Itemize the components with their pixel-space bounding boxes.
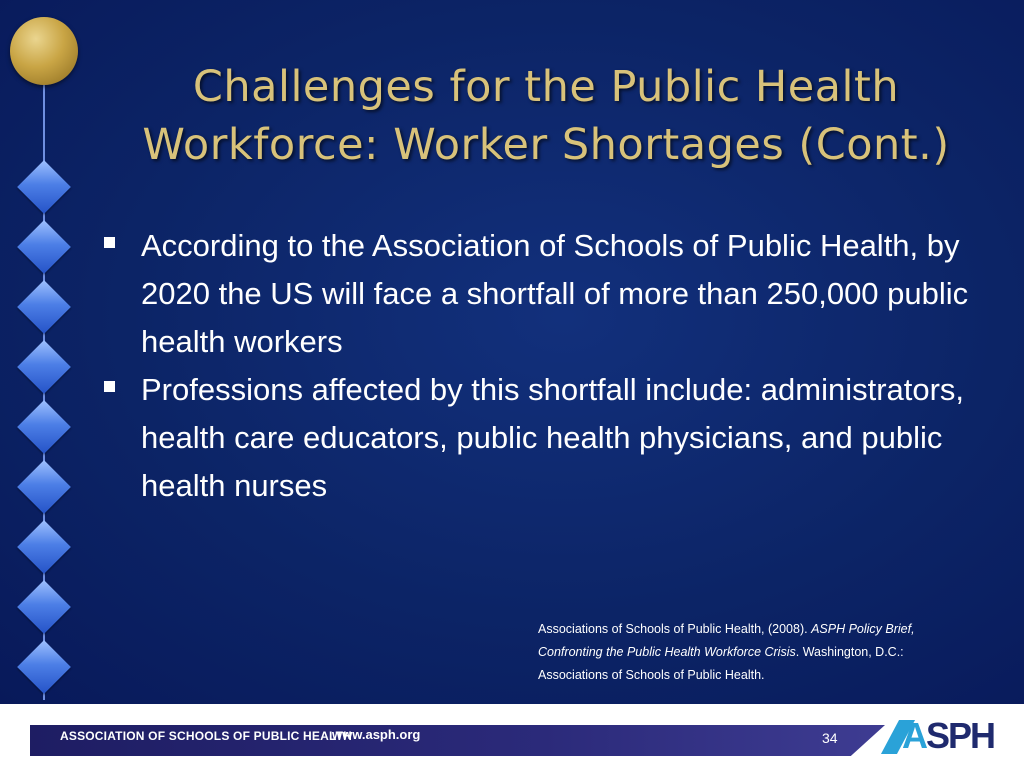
citation-title: ASPH Policy Brief, Confronting the Public Health Workforce Crisis bbox=[538, 622, 915, 659]
bullet-text: According to the Association of Schools of Public Health, by 2020 the US will face a shortfall of more than 250,000 public health workers bbox=[141, 228, 969, 359]
bullet-text: Professions affected by this shortfall include: administrators, health care educators, public health physicians, and public health nurses bbox=[141, 372, 965, 503]
citation-lead: Associations of Schools of Public Health, (2008). bbox=[538, 622, 812, 636]
bullet-item bbox=[100, 366, 980, 510]
blue-diamond-icon bbox=[17, 340, 71, 394]
blue-diamond-icon bbox=[17, 160, 71, 214]
blue-diamond-icon bbox=[17, 580, 71, 634]
blue-diamond-icon bbox=[17, 640, 71, 694]
citation-tail: . Washington, D.C.: Associations of Schools of Public Health. bbox=[538, 645, 904, 682]
asph-logo bbox=[890, 716, 1002, 756]
square-bullet-icon bbox=[104, 237, 115, 248]
logo-letters: SPH bbox=[926, 715, 995, 756]
footer-url-link[interactable]: www.asph.org bbox=[332, 727, 421, 742]
logo-text bbox=[902, 716, 994, 756]
blue-diamond-icon bbox=[17, 520, 71, 574]
citation bbox=[538, 618, 958, 687]
page-number: 34 bbox=[822, 730, 838, 746]
bullet-list bbox=[100, 222, 980, 510]
gold-orb-icon bbox=[10, 17, 78, 85]
logo-letter-a: A bbox=[902, 715, 926, 756]
blue-diamond-icon bbox=[17, 460, 71, 514]
footer-org-name: ASSOCIATION OF SCHOOLS OF PUBLIC HEALTH bbox=[60, 729, 353, 743]
square-bullet-icon bbox=[104, 381, 115, 392]
slide-title: Challenges for the Public Health Workforce: Worker Shortages (Cont.) bbox=[142, 62, 950, 170]
bullet-item bbox=[100, 222, 980, 366]
blue-diamond-icon bbox=[17, 220, 71, 274]
blue-diamond-icon bbox=[17, 280, 71, 334]
blue-diamond-icon bbox=[17, 400, 71, 454]
